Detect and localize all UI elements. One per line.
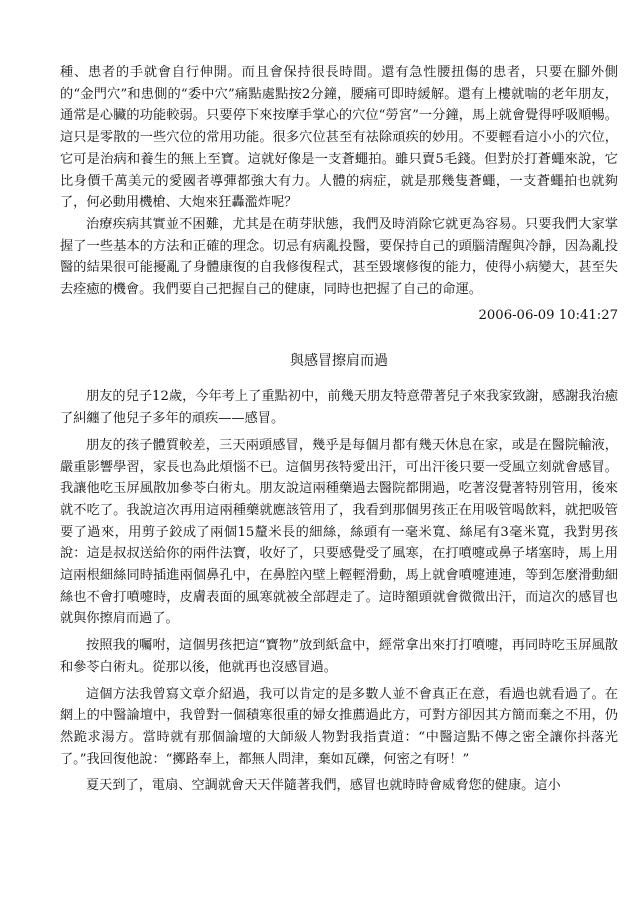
post-timestamp: 2006-06-09 10:41:27: [478, 307, 618, 323]
article-title: 與感冒擦肩而過: [290, 353, 388, 370]
paragraph-acupoints: 種、患者的手就會自行伸開。而且會保持很長時間。還有急性腰扭傷的患者，只要在腳外側的“金門穴”和患側的“委中穴”痛點處點按2分鐘，腰痛可即時緩解。還有上樓就喘的老年朋友，通常是心臟的功能較弱。只要停下來按摩手掌心的穴位“勞宮”一分鐘，馬上就會覺得呼吸順暢。這只是零散的一些穴位的常用功能。很多穴位甚至有祛除頑疾的妙用。不要輕看這小小的穴位，它可是治病和養生的無上至寶。這就好像是一支蒼蠅拍。雖只賣5毛錢。但對於打蒼蠅來說，它比身價千萬美元的愛國者導彈都強大有力。人體的病症，就是那幾隻蒼蠅，一支蒼蠅拍也就夠了，何必動用機槍、大炮來狂轟濫炸呢？: [60, 65, 618, 211]
paragraph-article-1: 朋友的兒子12歲，今年考上了重點初中，前幾天朋友特意帶著兒子來我家致謝，感謝我治癒了糾纏了他兒子多年的頑疾——感冒。: [60, 389, 618, 427]
paragraph-article-5: 夏天到了，電扇、空調就會天天伴隨著我們，感冒也就時時會威脅您的健康。這小: [86, 778, 561, 794]
paragraph-article-4: 這個方法我曾寫文章介紹過，我可以肯定的是多數人並不會真正在意，看過也就看過了。在網上的中醫論壇中，我曾對一個積寒很重的婦女推薦過此方，可對方卻因其方簡而棄之不用，仍然跪求湯方。當時就有那個論壇的大師級人物對我指責道：“中醫這點不傳之密全讓你抖落光了。”我回復他說：“擲路奉上，都無人問津，棄如瓦礫，何密之有呀！”: [60, 686, 618, 767]
paragraph-article-3: 按照我的囑咐，這個男孩把這“寶物”放到紙盒中，經常拿出來打打噴嚏，再同時吃玉屏風散和參苓白術丸。從那以後，他就再也沒感冒過。: [60, 638, 618, 675]
paragraph-treatment: 治療疾病其實並不困難，尤其是在萌芽狀態，我們及時消除它就更為容易。只要我們大家掌握了一些基本的方法和正確的理念。切忌有病亂投醫，要保持自己的頭腦清醒與冷靜，因為亂投醫的結果很可能擾亂了身體康復的自我修復程式，甚至毀壞修復的能力，使得小病變大，甚至失去痊癒的機會。我們要自己把握自己的健康，同時也把握了自己的命運。: [60, 216, 618, 298]
paragraph-article-2: 朋友的孩子體質較差，三天兩頭感冒，幾乎是每個月都有幾天休息在家，或是在醫院輸液，嚴重影響學習，家長也為此煩惱不已。這個男孩特愛出汗，可出汗後只要一受風立刻就會感冒。我讓他吃玉屏風散加參苓白術丸。朋友說這兩種藥過去醫院都開過，吃著沒覺著特別管用，後來就不吃了。我說這次再用這兩種藥就應該管用了，我看到那個男孩正在用吸管喝飲料，就把吸管要了過來，用剪子鉸成了兩個15釐米長的細絲，絲頭有一毫米寬、絲尾有3毫米寬，我對男孩說：這是叔叔送給你的兩件法寶，收好了，只要感覺受了風寒，在打噴嚏或鼻子堵塞時，馬上用這兩根細絲同時插進兩個鼻孔中，在鼻腔內壁上輕輕滑動，馬上就會噴嚏連連，等到怎麼滑動細絲也不會打噴嚏時，皮膚表面的風寒就被全部趕走了。這時額頭就會微微出汗，而這次的感冒也就與你擦肩而過了。: [60, 437, 618, 627]
document-body: [60, 62, 618, 797]
